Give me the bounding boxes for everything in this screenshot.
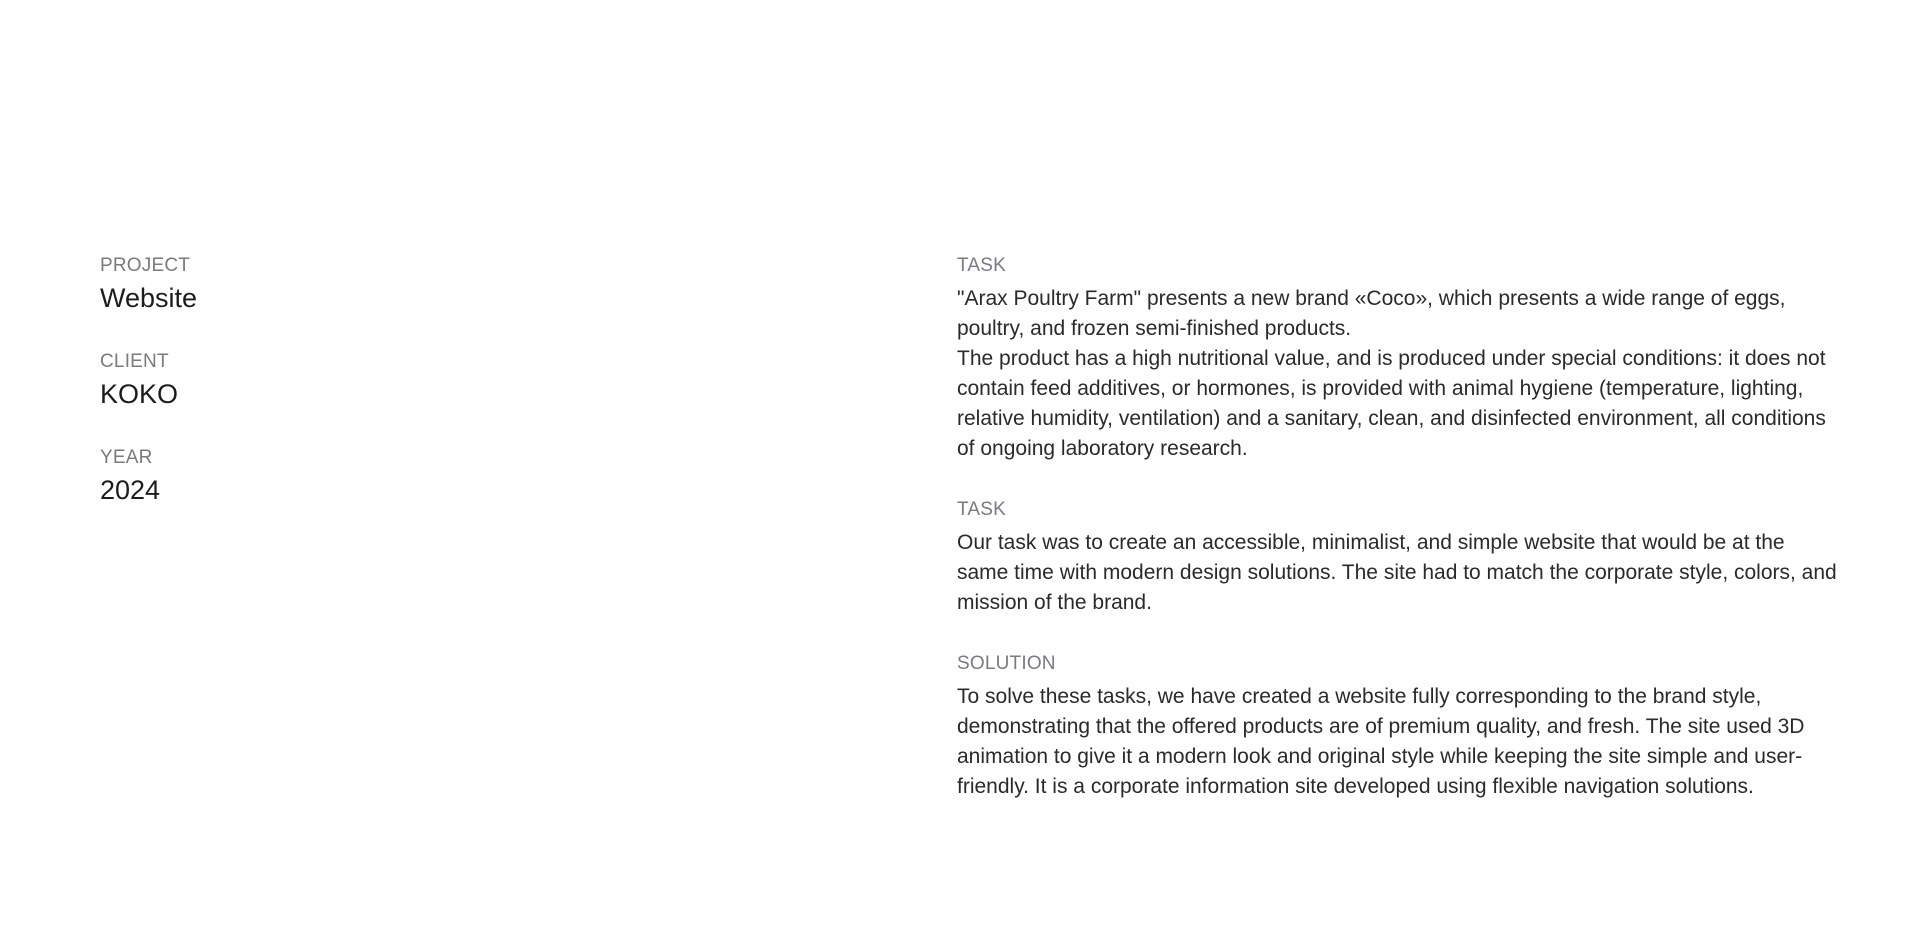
section-task-overview <box>957 254 1837 464</box>
meta-project-value: Website <box>100 283 198 313</box>
section-label: TASK <box>957 255 1007 276</box>
meta-year-label: YEAR <box>100 447 153 468</box>
paragraph: The product has a high nutritional value, and is produced under special conditions: it does not contain feed additives, or hormones, is provided with animal hygiene (temperature, lighting, relative humidity, ventilation) and a sanitary, clean, and disinfected environment, all conditions of ongoing laboratory research. <box>957 347 1826 460</box>
section-body <box>957 284 1837 464</box>
section-label: TASK <box>957 499 1007 520</box>
meta-client-label: CLIENT <box>100 351 169 372</box>
section-label: SOLUTION <box>957 653 1056 674</box>
paragraph: "Arax Poultry Farm" presents a new brand «Coco», which presents a wide range of eggs, poultry, and frozen semi-finished products. <box>957 287 1786 340</box>
meta-client-value: KOKO <box>100 379 179 409</box>
section-task-goal <box>957 498 1837 618</box>
meta-year <box>100 446 700 508</box>
project-meta <box>100 254 700 542</box>
meta-client <box>100 350 700 412</box>
paragraph: To solve these tasks, we have created a website fully corresponding to the brand style, demonstrating that the offered products are of premium quality, and fresh. The site used 3D animation to give it a modern look and original style while keeping the site simple and user-friendly. It is a corporate information site developed using flexible navigation solutions. <box>957 685 1805 798</box>
paragraph: Our task was to create an accessible, minimalist, and simple website that would be at the same time with modern design solutions. The site had to match the corporate style, colors, and mission of the brand. <box>957 531 1837 614</box>
meta-project-label: PROJECT <box>100 255 191 276</box>
section-body <box>957 528 1837 618</box>
project-description <box>957 254 1837 836</box>
meta-project <box>100 254 700 316</box>
section-body <box>957 682 1837 802</box>
section-solution <box>957 652 1837 802</box>
meta-year-value: 2024 <box>100 475 161 505</box>
